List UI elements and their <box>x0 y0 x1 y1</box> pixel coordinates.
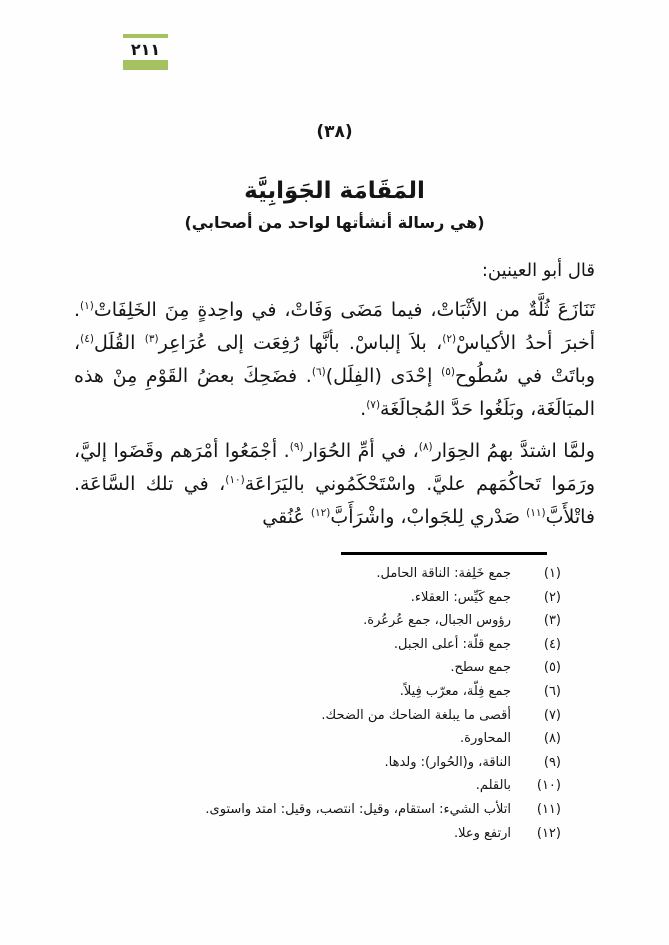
footnote-text: بالقلم. <box>475 778 511 794</box>
footnote-number: (١١) <box>536 801 561 817</box>
footnote-text: الناقة، و(الحُوار): ولدها. <box>384 754 511 770</box>
footnote-text: جمع فِلّة، معرّب فِيلاً. <box>399 683 511 699</box>
footnote-text: ارتفع وعلا. <box>453 825 511 841</box>
footnote-text: جمع قلّة: أعلى الجبل. <box>393 636 511 652</box>
text-segment: عُنُقي <box>262 506 311 528</box>
footnotes-list <box>74 562 595 845</box>
footnote-marker: (٢) <box>442 333 457 345</box>
footnote-number: (١٠) <box>536 778 561 794</box>
footnote-number: (١٢) <box>536 825 561 841</box>
footnote-item <box>74 633 561 657</box>
footnote-text: جمع سطح. <box>450 660 511 676</box>
text-segment: ، في أمِّ الحُوَار <box>303 440 419 462</box>
footnote-item <box>74 586 561 610</box>
footnote-number: (٧) <box>543 707 561 723</box>
footnote-number: (٣) <box>543 613 561 629</box>
footnote-text: جمع خَلِفة: الناقة الحامل. <box>376 566 511 581</box>
footnote-item <box>74 727 561 751</box>
footnote-marker: (٩) <box>289 441 304 453</box>
main-content <box>74 122 595 534</box>
footnote-number: (٦) <box>543 683 561 699</box>
speaker-line: قال أبو العينين: <box>481 260 595 281</box>
main-text <box>74 294 595 534</box>
footnote-number: (٢) <box>543 589 561 605</box>
footnote-number: (١) <box>543 566 561 581</box>
text-segment: القُلَل <box>94 332 145 354</box>
page-title: المَقَامَة الجَوَابِيَّة <box>244 178 425 204</box>
text-segment: . <box>360 398 367 420</box>
footnote-separator <box>341 552 547 555</box>
footnotes-section <box>74 552 595 845</box>
footnote-text: رؤوس الجبال، جمع عُرعُرة. <box>363 613 511 629</box>
footnote-number: (٨) <box>543 731 561 747</box>
subtitle: (هي رسالة أنشأتها لواحد من أصحابي) <box>184 213 485 232</box>
footnote-item <box>74 822 561 846</box>
footnote-item <box>74 680 561 704</box>
page-number-block <box>123 34 168 70</box>
chapter-number: (٣٨) <box>316 122 353 142</box>
text-segment: . فضَحِكَ بعضُ القَوْمِ مِنْ هذه المبَالَغَة، وبَلَغُوا حَدَّ المُجالَغَة <box>74 365 595 420</box>
text-segment: . أخبرَ أحدُ الأكياسْ <box>74 299 595 354</box>
text-segment: ، في تلك السَّاعَة. فاتْلأَبَّ <box>74 473 595 528</box>
footnote-text: أقصى ما يبلغة الضاحك من الضحك. <box>321 707 511 723</box>
page-number: ٢١١ <box>130 40 161 59</box>
text-segment: ، وباتَتْ في سُطُوح <box>74 332 596 387</box>
text-segment: صَدْري لِلجَوابْ، واشْرَأَبَّ <box>330 506 527 528</box>
footnote-number: (٩) <box>543 754 561 770</box>
footnote-item <box>74 798 561 822</box>
footnote-number: (٤) <box>543 636 561 652</box>
paragraph-1 <box>74 294 595 426</box>
footnote-marker: (١٢) <box>310 507 331 519</box>
footnote-marker: (٧) <box>366 399 381 411</box>
footnote-item <box>74 774 561 798</box>
footnote-marker: (١) <box>80 300 94 312</box>
footnote-marker: (٦) <box>311 366 326 378</box>
footnote-marker: (٤) <box>80 333 94 345</box>
footnote-marker: (١١) <box>526 507 546 519</box>
footnote-text: جمع كَيِّس: العقلاء. <box>410 589 511 605</box>
footnote-item <box>74 609 561 633</box>
footnote-marker: (٨) <box>418 441 433 453</box>
footnote-marker: (١٠) <box>225 474 245 486</box>
footnote-marker: (٥) <box>441 366 455 378</box>
footnote-text: اتلأب الشيء: استقام، وقيل: انتصب، وقيل: امتد واستوى. <box>205 801 511 817</box>
footnote-item <box>74 704 561 728</box>
footnote-marker: (٣) <box>144 333 159 345</box>
footnote-item <box>74 656 561 680</box>
text-segment: . أجْمَعُوا أمْرَهم وقَضَوا إليَّ، ورَمَوا تَحاكُمَهم عليَّ. واسْتَحْكَمُوني باليَرَاعَة <box>74 440 595 495</box>
green-bar-thick <box>123 60 168 70</box>
text-segment: تَنَازَعَ ثُلَّةٌ من الأثْبَاتْ، فيما مَضَى وَفَاتْ، في واحِدةٍ مِنَ الخَلِفَاتْ <box>93 299 595 321</box>
paragraph-2 <box>74 435 595 534</box>
footnote-number: (٥) <box>543 660 561 676</box>
footnote-text: المحاورة. <box>460 731 511 747</box>
text-segment: إحْدَى (الفِلَل) <box>325 365 442 387</box>
text-segment: ولمَّا اشتدَّ بهمُ الحِوَار <box>432 440 595 462</box>
footnote-item <box>74 562 561 586</box>
footnote-item <box>74 751 561 775</box>
text-segment: ، بلاَ إلباسْ. بأنَّها رُفِعَت إلى عُرَاعِر <box>158 332 443 354</box>
